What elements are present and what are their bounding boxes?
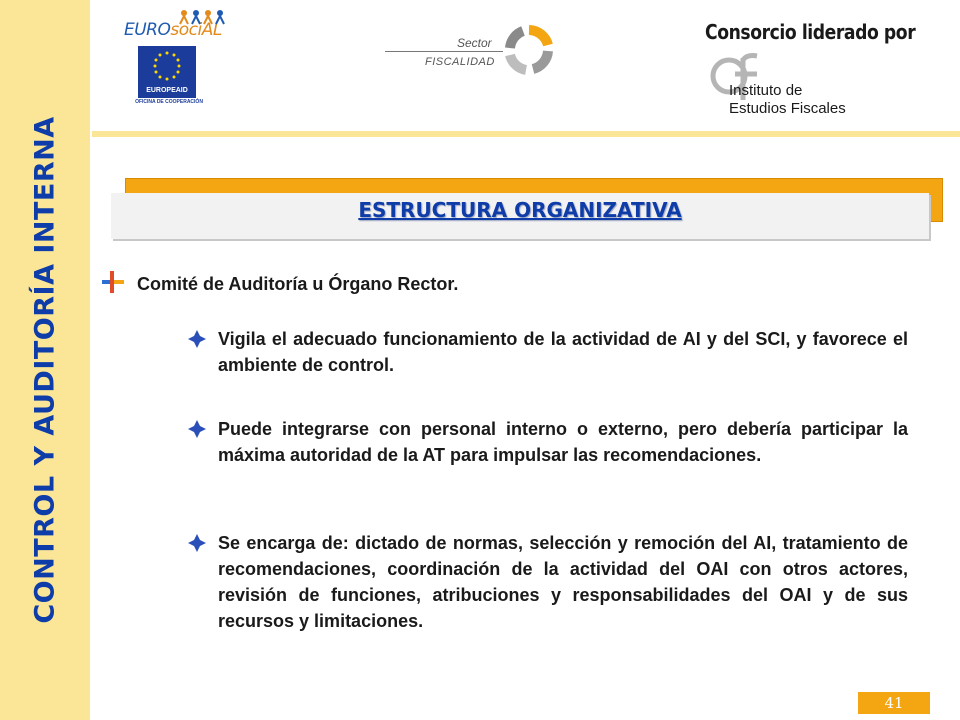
- consortium-lead-text: Consorcio liderado por: [705, 20, 916, 44]
- sector-word: Sector: [457, 36, 492, 50]
- sector-divider: [385, 51, 503, 52]
- diamond-bullet-icon: [188, 534, 206, 552]
- eu-flag-icon: [138, 46, 196, 84]
- diamond-bullet-icon: [188, 420, 206, 438]
- diamond-bullet-icon: [188, 330, 206, 348]
- list-item: [188, 326, 908, 378]
- list-item: [188, 416, 908, 468]
- list-item-text: Vigila el adecuado funcionamiento de la actividad de AI y del SCI, y favorece el ambiente de control.: [218, 329, 908, 375]
- ring-segments-icon: [505, 24, 553, 78]
- ief-line1: Instituto de: [729, 82, 803, 99]
- list-item-text: Se encarga de: dictado de normas, selección y remoción del AI, tratamiento de recomendaciones, coordinación de la actividad del OAI con otros actores, revisión de funciones, atribuciones y responsabilidades del OAI y de sus recursos y limitaciones.: [218, 533, 908, 631]
- ief-line2: Estudios Fiscales: [729, 100, 846, 117]
- europeaid-label: EUROPEAID: [138, 84, 196, 98]
- ief-name: [729, 82, 846, 118]
- page-number: 41: [858, 692, 930, 714]
- fiscalidad-word: FISCALIDAD: [425, 56, 495, 68]
- pushpin-bullet-icon: [100, 269, 126, 295]
- sector-fiscalidad-logo: [385, 20, 560, 82]
- list-item-text: Puede integrarse con personal interno o externo, pero debería participar la máxima autoridad de la AT para impulsar las recomendaciones.: [218, 419, 908, 465]
- sidebar-band: [0, 0, 90, 720]
- ief-logo: [705, 52, 870, 127]
- slide-title: ESTRUCTURA ORGANIZATIVA: [358, 198, 682, 222]
- eurosocial-wordmark: EUROsociAL: [124, 20, 222, 40]
- list-item: [188, 530, 908, 634]
- header-rule: [92, 131, 960, 137]
- figures-icon: [178, 8, 226, 26]
- section-heading: Comité de Auditoría u Órgano Rector.: [137, 274, 459, 294]
- sidebar-vertical-title: CONTROL Y AUDITORÍA INTERNA: [29, 116, 61, 624]
- europeaid-subtitle: OFICINA DE COOPERACIÓN: [135, 99, 203, 105]
- eurosocial-logo: [120, 8, 230, 108]
